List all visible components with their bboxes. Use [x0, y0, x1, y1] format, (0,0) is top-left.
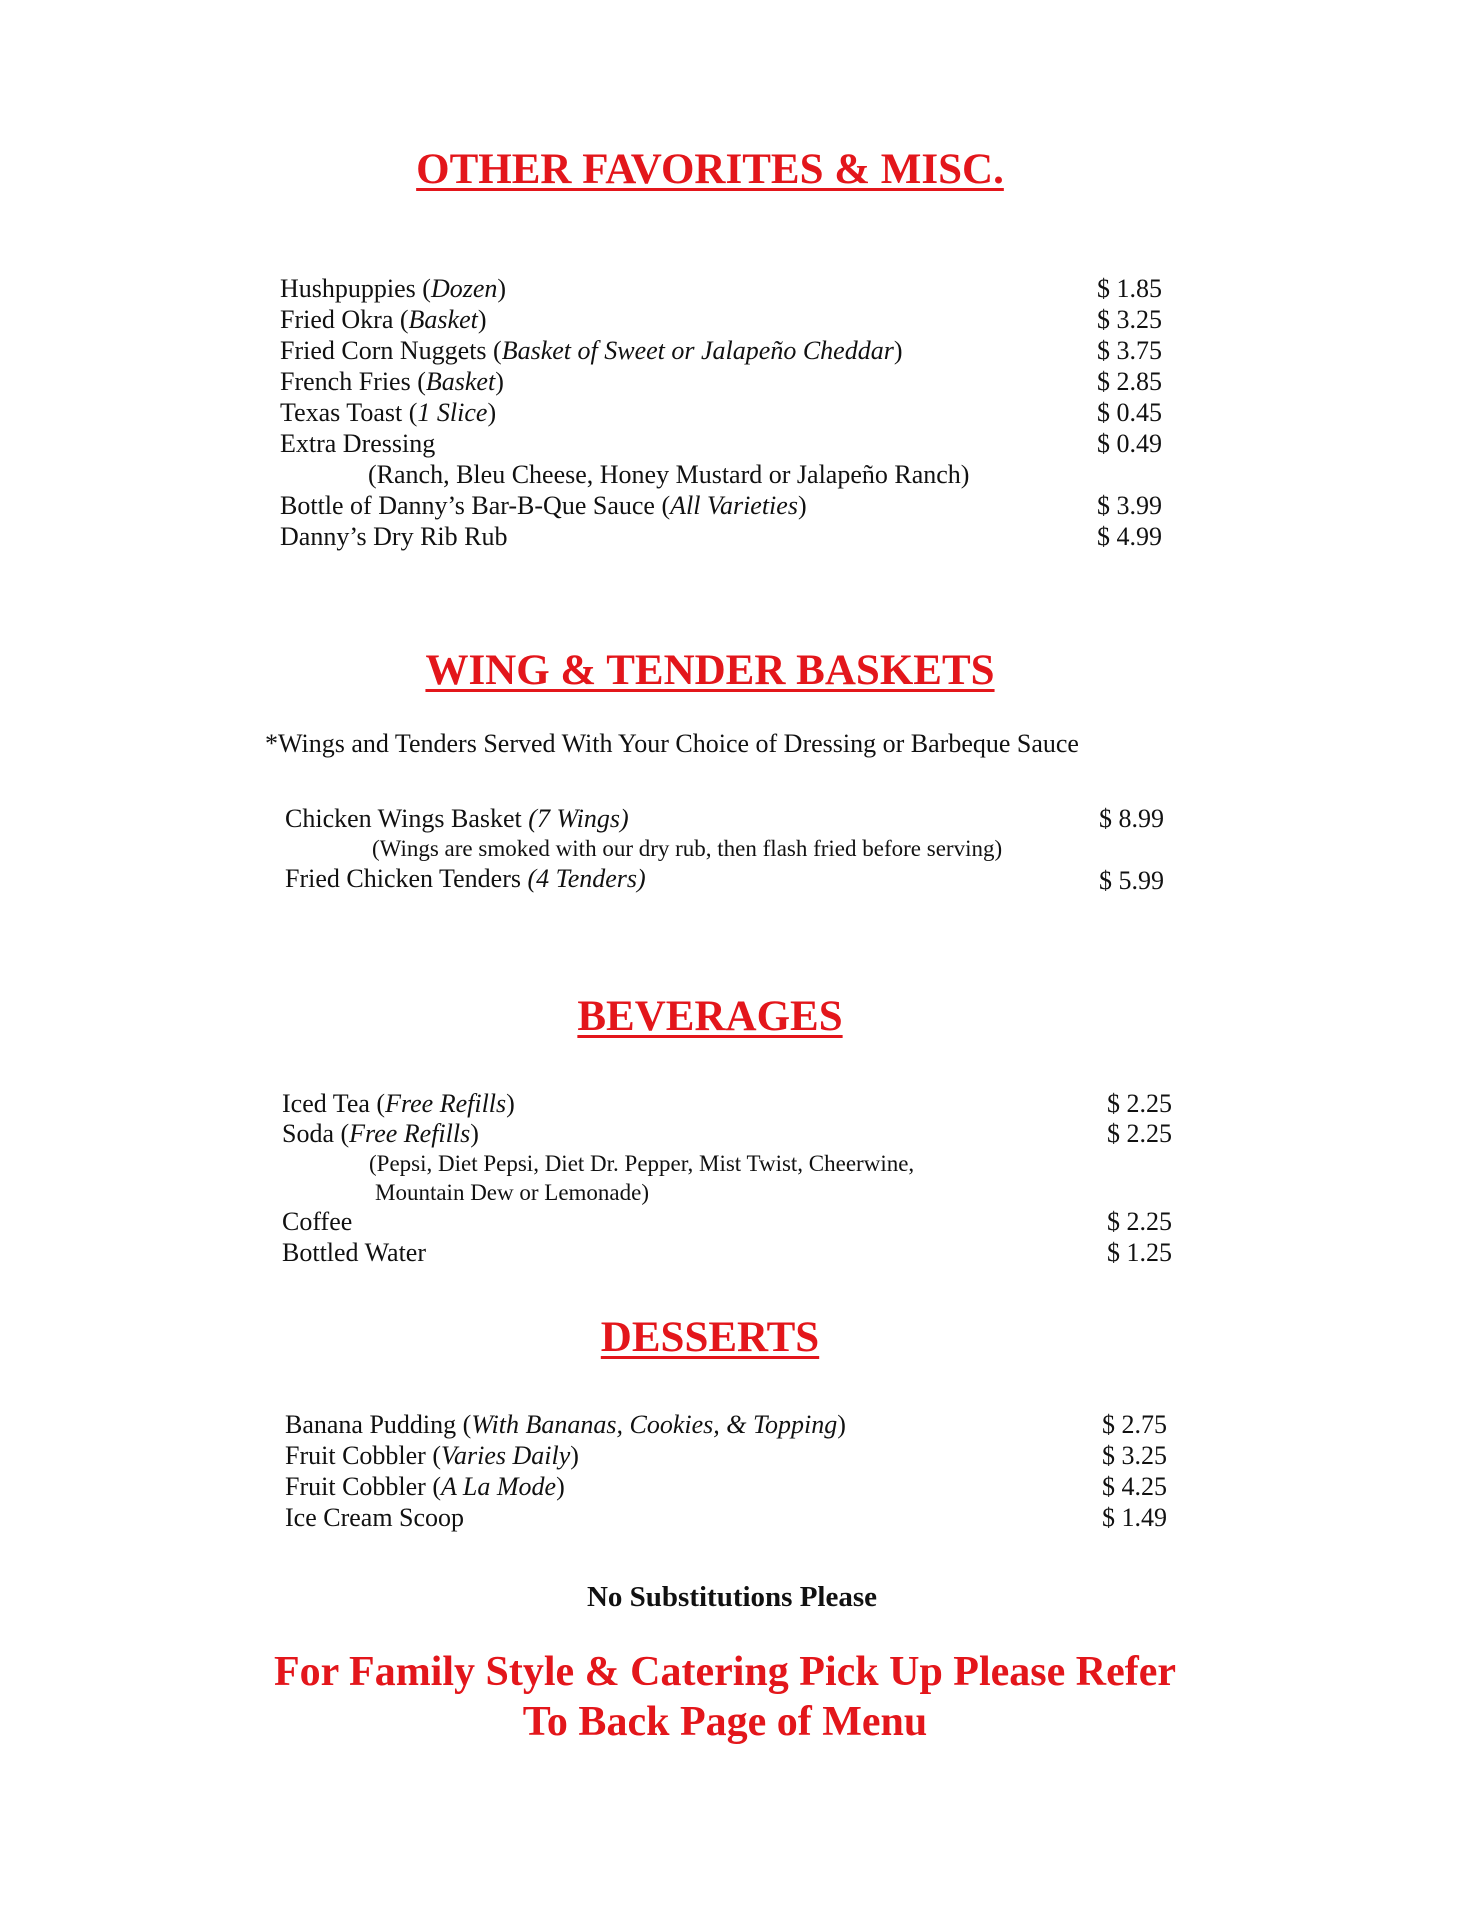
item-name: Coffee: [282, 1207, 353, 1236]
item-name: Fried Corn Nuggets: [280, 336, 487, 365]
section-title-desserts: DESSERTS: [600, 1314, 820, 1361]
item-name: Fried Chicken Tenders: [285, 864, 521, 893]
item-name: Fruit Cobbler: [285, 1472, 426, 1501]
item-name: Hushpuppies: [280, 274, 416, 303]
item-price: $ 1.49: [1102, 1503, 1167, 1532]
item-price: $ 2.85: [1097, 367, 1162, 396]
section-title-beverages: BEVERAGES: [577, 993, 843, 1040]
item-detail: Varies Daily: [441, 1441, 571, 1470]
item-subtext: (Ranch, Bleu Cheese, Honey Mustard or Jalapeño Ranch): [368, 460, 970, 489]
menu-item-fried-okra: Fried Okra (Basket): [280, 305, 487, 334]
menu-item-soda: Soda (Free Refills): [282, 1119, 479, 1148]
item-name: Danny’s Dry Rib Rub: [280, 522, 508, 551]
item-subtext: (Pepsi, Diet Pepsi, Diet Dr. Pepper, Mist Twist, Cheerwine,: [369, 1151, 915, 1176]
catering-footer-line2: To Back Page of Menu: [522, 1699, 928, 1745]
menu-item-iced-tea: Iced Tea (Free Refills): [282, 1089, 515, 1118]
item-detail: Free Refills: [385, 1089, 507, 1118]
wings-note: *Wings and Tenders Served With Your Choice of Dressing or Barbeque Sauce: [265, 729, 1079, 758]
menu-item-banana-pudding: Banana Pudding (With Bananas, Cookies, & Topping): [285, 1410, 846, 1439]
item-price: $ 2.25: [1107, 1119, 1172, 1148]
item-detail: 1 Slice: [417, 398, 488, 427]
item-subtext: (Wings are smoked with our dry rub, then flash fried before serving): [372, 836, 1003, 861]
menu-item-fruit-cobbler-a-la-mode: Fruit Cobbler (A La Mode): [285, 1472, 565, 1501]
item-name: Soda: [282, 1119, 334, 1148]
menu-item-french-fries: French Fries (Basket): [280, 367, 504, 396]
item-name: Fried Okra: [280, 305, 394, 334]
item-price: $ 2.75: [1102, 1410, 1167, 1439]
wings-description: Wings are smoked with our dry rub, then flash fried before serving: [379, 836, 995, 861]
catering-footer-line1: For Family Style & Catering Pick Up Please Refer: [274, 1649, 1176, 1695]
item-price: $ 3.25: [1102, 1441, 1167, 1470]
menu-item-dry-rib-rub: [280, 521, 508, 552]
section-title-other-favorites: OTHER FAVORITES & MISC.: [416, 146, 1004, 193]
item-price: $ 2.25: [1107, 1089, 1172, 1118]
item-price: $ 8.99: [1099, 804, 1164, 833]
dressing-options: Ranch, Bleu Cheese, Honey Mustard or Jalapeño Ranch: [376, 460, 961, 489]
item-name: Bottle of Danny’s Bar-B-Que Sauce: [280, 491, 655, 520]
item-price: $ 4.25: [1102, 1472, 1167, 1501]
item-price: $ 0.49: [1097, 429, 1162, 458]
item-price: $ 2.25: [1107, 1207, 1172, 1236]
item-detail: Dozen: [430, 274, 498, 303]
item-name: Ice Cream Scoop: [285, 1503, 465, 1532]
item-name: Fruit Cobbler: [285, 1441, 426, 1470]
menu-item-hushpuppies: Hushpuppies (Dozen): [280, 274, 507, 303]
item-price: $ 3.99: [1097, 491, 1162, 520]
no-substitutions-note: No Substitutions Please: [586, 1581, 878, 1613]
item-detail: A La Mode: [441, 1472, 557, 1501]
item-name: Extra Dressing: [280, 429, 436, 458]
item-detail: (4 Tenders): [527, 864, 646, 893]
item-detail: All Varieties: [670, 491, 798, 520]
item-price: $ 3.75: [1097, 336, 1162, 365]
menu-item-extra-dressing: [280, 428, 435, 459]
menu-item-fruit-cobbler: Fruit Cobbler (Varies Daily): [285, 1441, 579, 1470]
menu-item-bbq-sauce: Bottle of Danny’s Bar-B-Que Sauce (All Varieties): [280, 491, 807, 520]
menu-item-ice-cream-scoop: [285, 1502, 464, 1533]
item-subtext: Mountain Dew or Lemonade): [375, 1180, 650, 1205]
item-name: Chicken Wings Basket: [285, 804, 522, 833]
item-detail: Basket: [425, 367, 496, 396]
item-name: Texas Toast: [280, 398, 403, 427]
menu-item-coffee: [282, 1206, 352, 1237]
menu-item-fried-chicken-tenders: [285, 863, 646, 894]
item-price: $ 5.99: [1099, 866, 1164, 895]
item-price: $ 0.45: [1097, 398, 1162, 427]
item-detail: (7 Wings): [528, 804, 629, 833]
soda-options-line2: Mountain Dew or Lemonade: [375, 1180, 642, 1205]
item-price: $ 1.25: [1107, 1238, 1172, 1267]
item-price: $ 4.99: [1097, 522, 1162, 551]
soda-options-line1: Pepsi, Diet Pepsi, Diet Dr. Pepper, Mist Twist, Cheerwine,: [376, 1151, 915, 1176]
item-name: French Fries: [280, 367, 411, 396]
item-detail: Basket of Sweet or Jalapeño Cheddar: [501, 336, 894, 365]
item-name: Iced Tea: [282, 1089, 370, 1118]
item-price: $ 1.85: [1097, 274, 1162, 303]
menu-item-texas-toast: Texas Toast (1 Slice): [280, 398, 497, 427]
item-detail: Free Refills: [349, 1119, 471, 1148]
item-price: $ 3.25: [1097, 305, 1162, 334]
item-name: Bottled Water: [282, 1238, 427, 1267]
item-detail: With Bananas, Cookies, & Topping: [471, 1410, 838, 1439]
menu-item-chicken-wings-basket: [285, 803, 629, 834]
menu-item-bottled-water: [282, 1237, 426, 1268]
menu-item-fried-corn-nuggets: Fried Corn Nuggets (Basket of Sweet or Jalapeño Cheddar): [280, 336, 903, 365]
section-title-wing-tender-baskets: WING & TENDER BASKETS: [425, 647, 995, 694]
item-detail: Basket: [408, 305, 478, 334]
item-name: Banana Pudding: [285, 1410, 457, 1439]
